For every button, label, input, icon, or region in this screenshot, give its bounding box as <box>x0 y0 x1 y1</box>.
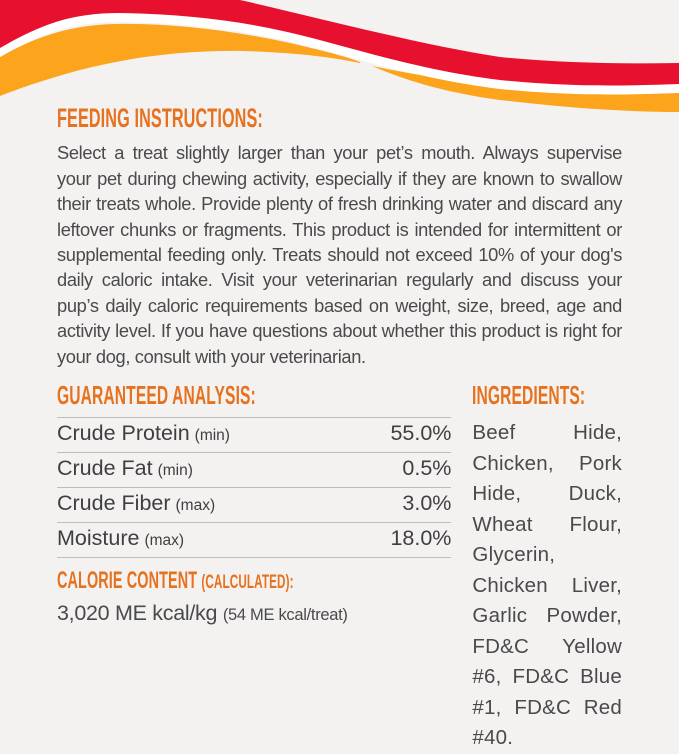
nutrient-label: Crude Fat <box>57 456 153 481</box>
ingredients-heading: INGREDIENTS: <box>472 380 586 410</box>
feeding-instructions-heading: FEEDING INSTRUCTIONS: <box>57 103 263 133</box>
two-column-area <box>57 382 622 754</box>
nutrient-qualifier: (max) <box>175 497 216 515</box>
table-row-crude-protein <box>57 418 451 453</box>
nutrient-label: Crude Fiber <box>57 491 171 516</box>
table-row-crude-fiber <box>57 488 451 523</box>
ingredients-text: Beef Hide, Chicken, Pork Hide, Duck, Wheat Flour, Glycerin, Chicken Liver, Garlic Powder, FD&C Yellow #6, FD&C Blue #1, FD&C Red #40. <box>472 421 622 750</box>
guaranteed-analysis-heading: GUARANTEED ANALYSIS: <box>57 380 256 410</box>
label-content <box>57 104 622 754</box>
ingredients-section <box>472 382 622 754</box>
nutrient-qualifier: (min) <box>157 462 193 480</box>
nutrient-qualifier: (max) <box>144 532 185 550</box>
nutrient-value: 18.0% <box>390 526 452 551</box>
nutrient-value: 55.0% <box>390 421 452 446</box>
nutrient-label: Crude Protein <box>57 421 190 446</box>
calorie-kcal-per-kg: 3,020 ME kcal/kg <box>57 601 218 626</box>
table-row-moisture <box>57 523 451 557</box>
calorie-kcal-per-treat: (54 ME kcal/treat) <box>222 606 348 625</box>
calorie-heading-main: CALORIE CONTENT <box>57 567 198 595</box>
nutrient-qualifier: (min) <box>194 427 230 445</box>
guaranteed-analysis-section <box>57 382 451 754</box>
calorie-content-heading <box>57 568 294 593</box>
calorie-value-line <box>57 601 451 626</box>
calorie-heading-qualifier: (CALCULATED): <box>201 571 294 594</box>
nutrient-label: Moisture <box>57 526 140 551</box>
nutrient-value: 0.5% <box>402 456 452 481</box>
feeding-instructions-text: Select a treat slightly larger than your pet’s mouth. Always supervise your pet during chewing activity, especially if they are known to swallow their treats whole. Provide plenty of fresh drinking water and discard any leftover chunks or fragments. This product is intended for intermittent or supplemental feeding only. Treats should not exceed 10% of your dog's daily caloric intake. Visit your veterinarian regularly and discuss your pup’s daily caloric requirements based on weight, size, breed, age and activity level. If you have questions about whether this product is right for your dog, consult with your veterinarian. <box>57 142 622 367</box>
guaranteed-analysis-table <box>57 417 451 558</box>
table-row-crude-fat <box>57 453 451 488</box>
nutrient-value: 3.0% <box>402 491 452 516</box>
